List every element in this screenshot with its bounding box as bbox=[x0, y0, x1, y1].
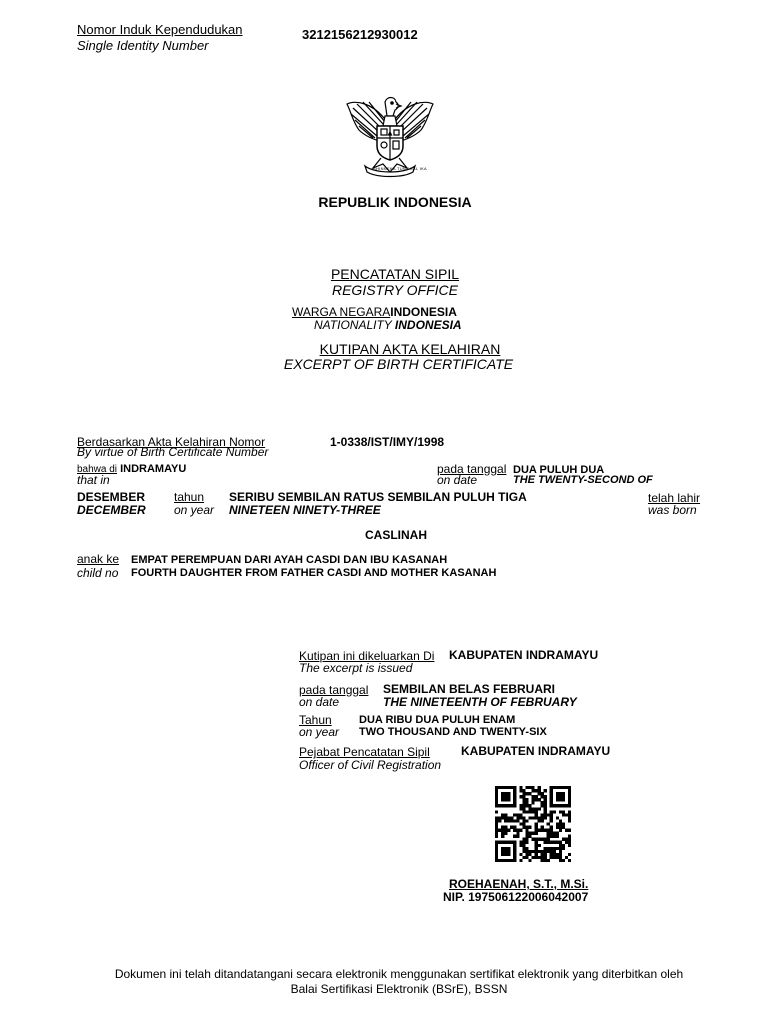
birth-date-label: pada tanggal bbox=[437, 462, 507, 476]
born-label-en: was born bbox=[648, 503, 697, 517]
child-desc: EMPAT PEREMPUAN DARI AYAH CASDI DAN IBU KASANAH bbox=[131, 554, 448, 566]
birth-day: DUA PULUH DUA bbox=[513, 464, 605, 476]
officer-label-en: Officer of Civil Registration bbox=[299, 758, 442, 772]
issue-year-label-en: on year bbox=[299, 725, 340, 739]
issued-label: Kutipan ini dikeluarkan Di bbox=[299, 649, 435, 663]
issued-place: KABUPATEN INDRAMAYU bbox=[449, 648, 599, 662]
issue-year-en: TWO THOUSAND AND TWENTY-SIX bbox=[359, 726, 547, 738]
birth-year-label-en: on year bbox=[174, 503, 215, 517]
birth-year-en: NINETEEN NINETY-THREE bbox=[229, 503, 381, 517]
cert-no-value: 1-0338/IST/IMY/1998 bbox=[330, 435, 445, 449]
birth-date-label-en: on date bbox=[437, 473, 478, 487]
issue-year-label: Tahun bbox=[299, 713, 332, 727]
nik-label: Nomor Induk Kependudukan bbox=[77, 22, 243, 37]
issue-date-label: pada tanggal bbox=[299, 683, 369, 697]
signer-name: ROEHAENAH, S.T., M.Si. bbox=[449, 877, 589, 891]
nik-label-en: Single Identity Number bbox=[77, 38, 209, 53]
office-title: PENCATATAN SIPIL bbox=[330, 266, 460, 282]
child-desc-en: FOURTH DAUGHTER FROM FATHER CASDI AND MOTHER KASANAH bbox=[131, 567, 497, 579]
nationality-value: INDONESIA bbox=[390, 305, 457, 319]
cert-no-label: Berdasarkan Akta Kelahiran Nomor bbox=[77, 435, 266, 449]
birth-day-en: THE TWENTY-SECOND OF bbox=[513, 474, 653, 486]
officer-label: Pejabat Pencatatan Sipil bbox=[299, 745, 430, 759]
footer-line-1: Dokumen ini telah ditandatangani secara elektronik menggunakan sertifikat elektronik yang diterbitkan oleh bbox=[114, 967, 684, 981]
birth-month: DESEMBER bbox=[77, 490, 146, 504]
birth-month-en: DECEMBER bbox=[77, 503, 146, 517]
birth-year: SERIBU SEMBILAN RATUS SEMBILAN PULUH TIGA bbox=[229, 490, 527, 504]
office-title-en: REGISTRY OFFICE bbox=[331, 282, 458, 298]
nationality-row-en bbox=[314, 318, 462, 332]
officer-value: KABUPATEN INDRAMAYU bbox=[461, 744, 611, 758]
birth-year-label: tahun bbox=[174, 490, 205, 504]
nik-value: 3212156212930012 bbox=[302, 27, 418, 42]
place-label: bahwa di bbox=[77, 464, 118, 475]
place-value: INDRAMAYU bbox=[120, 463, 187, 475]
signer-nip: NIP. 197506122006042007 bbox=[443, 890, 589, 904]
doc-title: KUTIPAN AKTA KELAHIRAN bbox=[319, 341, 501, 357]
emblem-motto: BHINNEKA TUNGGAL IKA bbox=[373, 166, 428, 171]
cert-no-label-en: By virtue of Birth Certificate Number bbox=[77, 445, 269, 459]
place-label-en: that in bbox=[77, 473, 110, 487]
nationality-label-en: NATIONALITY bbox=[314, 318, 392, 332]
nationality-value-en: INDONESIA bbox=[394, 318, 462, 332]
child-no-label-en: child no bbox=[77, 566, 119, 580]
footer-line-2: Balai Sertifikasi Elektronik (BSrE), BSSN bbox=[290, 982, 508, 996]
issued-label-en: The excerpt is issued bbox=[299, 661, 413, 675]
issue-date: SEMBILAN BELAS FEBRUARI bbox=[383, 682, 556, 696]
issue-date-label-en: on date bbox=[299, 695, 340, 709]
doc-title-en: EXCERPT OF BIRTH CERTIFICATE bbox=[283, 356, 514, 372]
child-name: CASLINAH bbox=[365, 528, 427, 542]
born-label: telah lahir bbox=[648, 491, 701, 505]
country-title: REPUBLIK INDONESIA bbox=[318, 194, 472, 210]
child-no-label: anak ke bbox=[77, 552, 120, 566]
issue-year: DUA RIBU DUA PULUH ENAM bbox=[359, 714, 516, 726]
issue-date-en: THE NINETEENTH OF FEBRUARY bbox=[383, 695, 577, 709]
nationality-row bbox=[292, 305, 457, 319]
nationality-label: WARGA NEGARA bbox=[292, 305, 391, 319]
qr-code-icon bbox=[495, 786, 571, 862]
